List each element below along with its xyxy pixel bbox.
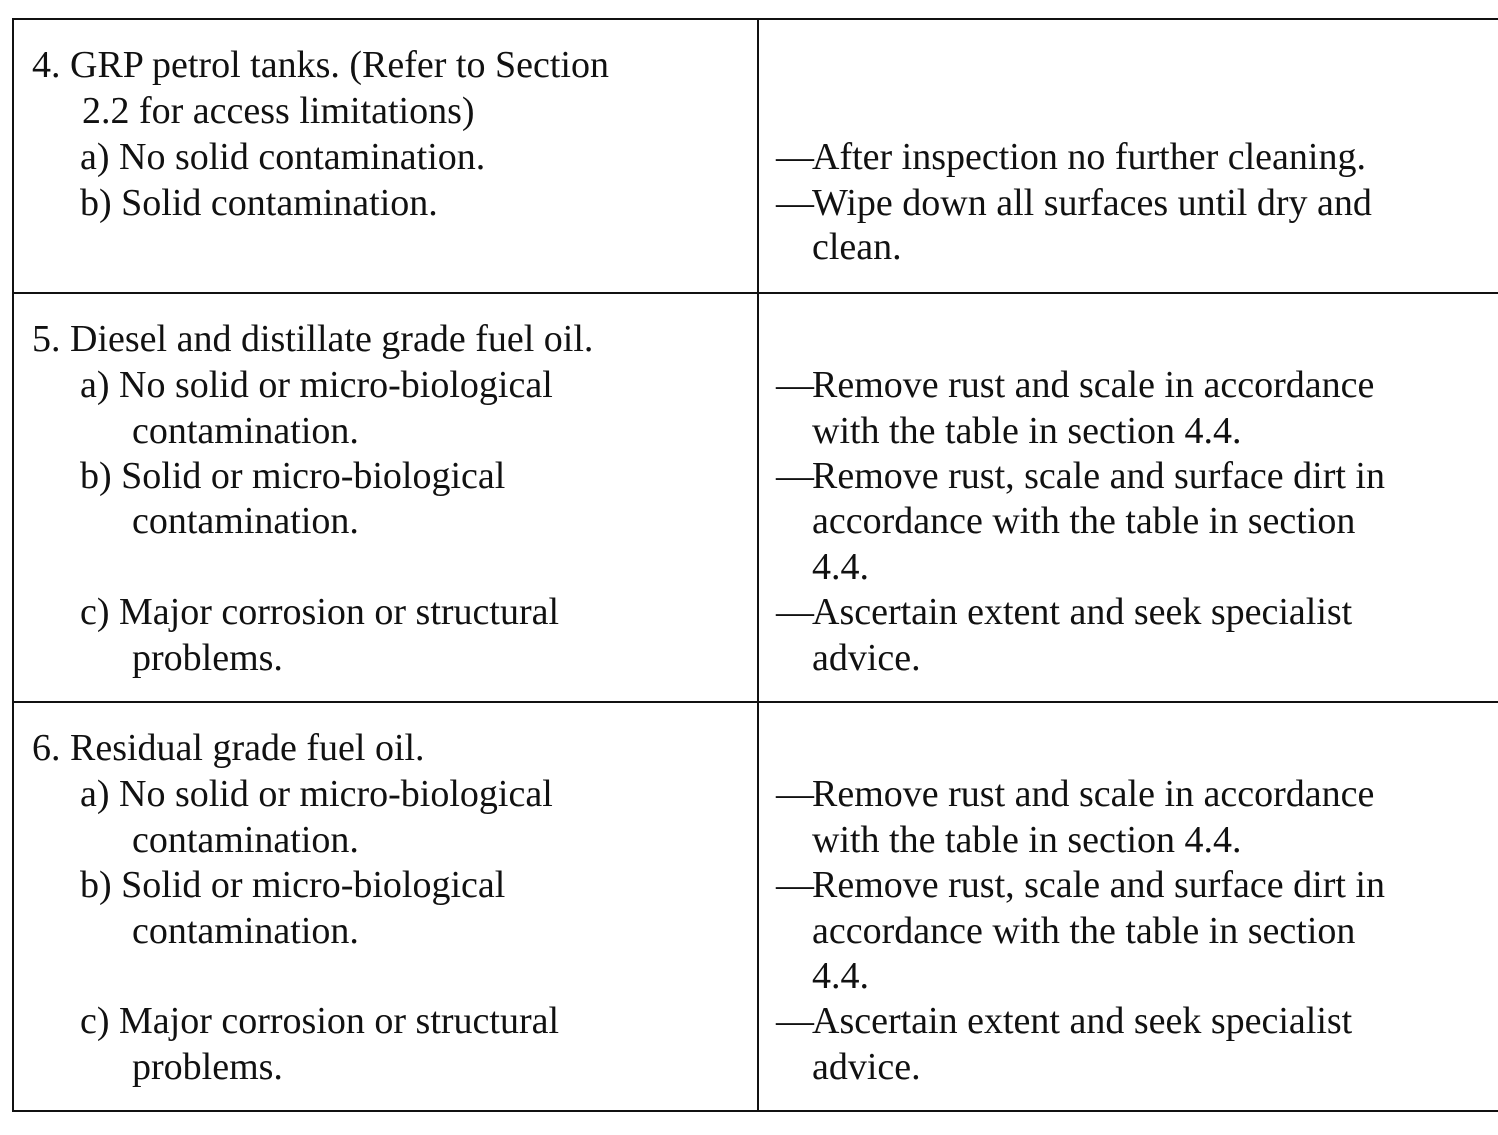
row-heading: 5. Diesel and distillate grade fuel oil. (32, 318, 594, 360)
dash-bullet: — (776, 136, 814, 178)
dash-bullet: — (776, 364, 814, 406)
action-c-cont: advice. (812, 1046, 921, 1088)
dash-bullet: — (776, 455, 814, 497)
condition-b: b) Solid or micro-biological (80, 455, 506, 497)
action-c-cont: advice. (812, 637, 921, 679)
action-b-cont-2: 4.4. (812, 955, 869, 997)
row-heading-cont: 2.2 for access limitations) (82, 90, 475, 132)
action-a: —After inspection no further cleaning. (776, 136, 1366, 178)
action-a: —Remove rust and scale in accordance (776, 364, 1375, 406)
condition-b-cont: contamination. (132, 500, 359, 542)
condition-c-cont: problems. (132, 1046, 283, 1088)
dash-bullet: — (776, 182, 814, 224)
action-b: —Remove rust, scale and surface dirt in (776, 455, 1385, 497)
row-heading: 6. Residual grade fuel oil. (32, 727, 425, 769)
action-a-cont: with the table in section 4.4. (812, 819, 1242, 861)
action-b-cont: accordance with the table in section (812, 500, 1356, 542)
dash-bullet: — (776, 773, 814, 815)
condition-c-cont: problems. (132, 637, 283, 679)
condition-c: c) Major corrosion or structural (80, 1000, 560, 1042)
action-b: —Remove rust, scale and surface dirt in (776, 864, 1385, 906)
row-divider-1 (12, 292, 1498, 294)
action-c: —Ascertain extent and seek specialist (776, 1000, 1353, 1042)
condition-c: c) Major corrosion or structural (80, 591, 560, 633)
condition-a-cont: contamination. (132, 819, 359, 861)
row-divider-2 (12, 701, 1498, 703)
action-c: —Ascertain extent and seek specialist (776, 591, 1353, 633)
action-b-cont: clean. (812, 226, 902, 268)
row-heading: 4. GRP petrol tanks. (Refer to Section (32, 44, 609, 86)
action-b-cont: accordance with the table in section (812, 910, 1356, 952)
action-a-cont: with the table in section 4.4. (812, 410, 1242, 452)
condition-b: b) Solid or micro-biological (80, 864, 506, 906)
condition-a: a) No solid contamination. (80, 136, 486, 178)
dash-bullet: — (776, 591, 814, 633)
condition-a: a) No solid or micro-biological (80, 773, 553, 815)
condition-b: b) Solid contamination. (80, 182, 438, 224)
condition-b-cont: contamination. (132, 910, 359, 952)
action-b: —Wipe down all surfaces until dry and (776, 182, 1372, 224)
dash-bullet: — (776, 1000, 814, 1042)
dash-bullet: — (776, 864, 814, 906)
column-divider (757, 18, 759, 1112)
action-b-cont-2: 4.4. (812, 546, 869, 588)
action-a: —Remove rust and scale in accordance (776, 773, 1375, 815)
condition-a: a) No solid or micro-biological (80, 364, 553, 406)
condition-a-cont: contamination. (132, 410, 359, 452)
